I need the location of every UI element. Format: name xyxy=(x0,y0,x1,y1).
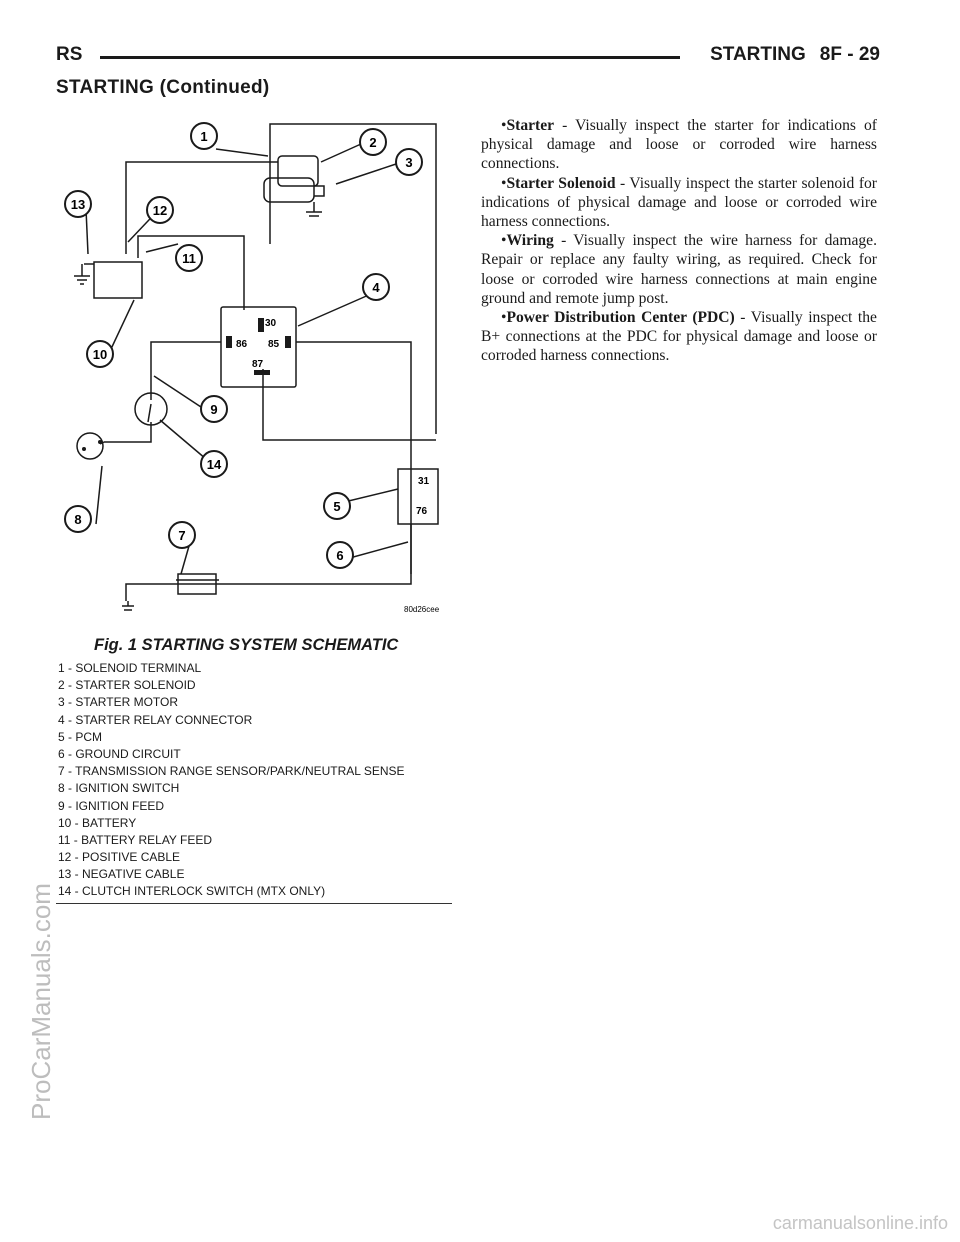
callout-10: 10 xyxy=(92,347,108,362)
figure-title: Fig. 1 STARTING SYSTEM SCHEMATIC xyxy=(94,636,399,654)
continued-title: STARTING (Continued) xyxy=(56,77,270,98)
legend-item: 13 - NEGATIVE CABLE xyxy=(58,867,185,882)
callout-12: 12 xyxy=(152,203,168,218)
figure-code: 80d26cee xyxy=(404,605,440,614)
ignition-switch xyxy=(77,433,103,459)
legend-item: 2 - STARTER SOLENOID xyxy=(58,678,196,693)
bullet: • xyxy=(501,174,507,192)
bullet-term: Starter xyxy=(506,117,555,134)
bullet-paragraph xyxy=(481,231,877,308)
header-rule xyxy=(100,56,680,59)
bullet: • xyxy=(501,232,507,250)
relay-pin-85: 85 xyxy=(268,339,280,350)
relay-pin-30: 30 xyxy=(265,318,277,329)
figure-legend xyxy=(58,660,452,901)
section-name: STARTING xyxy=(710,44,806,65)
callout-13: 13 xyxy=(70,197,86,212)
callout-11: 11 xyxy=(182,251,196,266)
battery xyxy=(94,262,142,298)
callout-2: 2 xyxy=(369,135,377,150)
callout-14: 14 xyxy=(206,457,222,472)
legend-item: 12 - POSITIVE CABLE xyxy=(58,850,181,865)
callout-6: 6 xyxy=(336,548,344,563)
side-watermark: ProCarManuals.com xyxy=(26,883,56,1120)
legend-item: 7 - TRANSMISSION RANGE SENSOR/PARK/NEUTRAL SENSE xyxy=(58,764,405,779)
legend-item: 5 - PCM xyxy=(58,729,103,744)
callout-5: 5 xyxy=(333,499,341,514)
header-right xyxy=(710,44,880,66)
page-number: 8F - 29 xyxy=(819,44,880,65)
legend-item: 10 - BATTERY xyxy=(58,815,137,830)
pcm-pin-76: 76 xyxy=(416,506,428,517)
legend-item: 14 - CLUTCH INTERLOCK SWITCH (MTX ONLY) xyxy=(58,884,326,899)
page-header xyxy=(56,42,880,70)
legend-item: 11 - BATTERY RELAY FEED xyxy=(58,832,213,847)
bullet-text: - Visually inspect the wire harness for damage. Repair or replace any faulty wiring, as required. Check for loose or corroded wire harness connections at main engine ground and remote jump post. xyxy=(481,232,877,307)
bullet-term: Starter Solenoid xyxy=(506,174,616,192)
bullet-term: Power Distribution Center (PDC) xyxy=(506,309,735,327)
bullet-paragraph xyxy=(481,308,877,366)
callout-8: 8 xyxy=(74,512,82,527)
starter-solenoid xyxy=(278,156,318,186)
callout-3: 3 xyxy=(405,155,413,170)
legend-item: 8 - IGNITION SWITCH xyxy=(58,781,180,796)
callout-7: 7 xyxy=(178,528,186,543)
relay-pin-87: 87 xyxy=(252,359,264,370)
legend-rule xyxy=(56,903,452,904)
legend-item: 6 - GROUND CIRCUIT xyxy=(58,746,181,761)
bottom-watermark: carmanualsonline.info xyxy=(772,1213,948,1233)
callout-1: 1 xyxy=(200,129,208,144)
legend-item: 9 - IGNITION FEED xyxy=(58,798,165,813)
relay-pin-86: 86 xyxy=(236,339,248,350)
body-text xyxy=(481,116,877,366)
legend-item: 4 - STARTER RELAY CONNECTOR xyxy=(58,712,253,727)
manual-code: RS xyxy=(56,44,83,65)
schematic-diagram xyxy=(56,104,452,624)
callout-9: 9 xyxy=(210,402,218,417)
bullet-text: - Visually inspect the starter solenoid for indications of physical damage and loose or corroded wire harness connections. xyxy=(481,174,877,231)
callout-4: 4 xyxy=(372,280,380,295)
bullet-text: - Visually inspect the B+ connections at the PDC for physical damage and loose or corroded harness connections. xyxy=(481,309,877,365)
pcm-pin-31: 31 xyxy=(418,476,430,487)
bullet-paragraph xyxy=(481,116,877,174)
bullet-paragraph xyxy=(481,174,877,232)
bullet-text: - Visually inspect the starter for indications of physical damage and loose or corroded wire harness connections. xyxy=(481,117,877,173)
bullet: • xyxy=(501,117,507,134)
bullet-term: Wiring xyxy=(506,232,554,250)
legend-item: 3 - STARTER MOTOR xyxy=(58,695,179,710)
legend-item: 1 - SOLENOID TERMINAL xyxy=(58,661,202,675)
starter-motor xyxy=(264,178,314,202)
bullet: • xyxy=(501,309,507,327)
